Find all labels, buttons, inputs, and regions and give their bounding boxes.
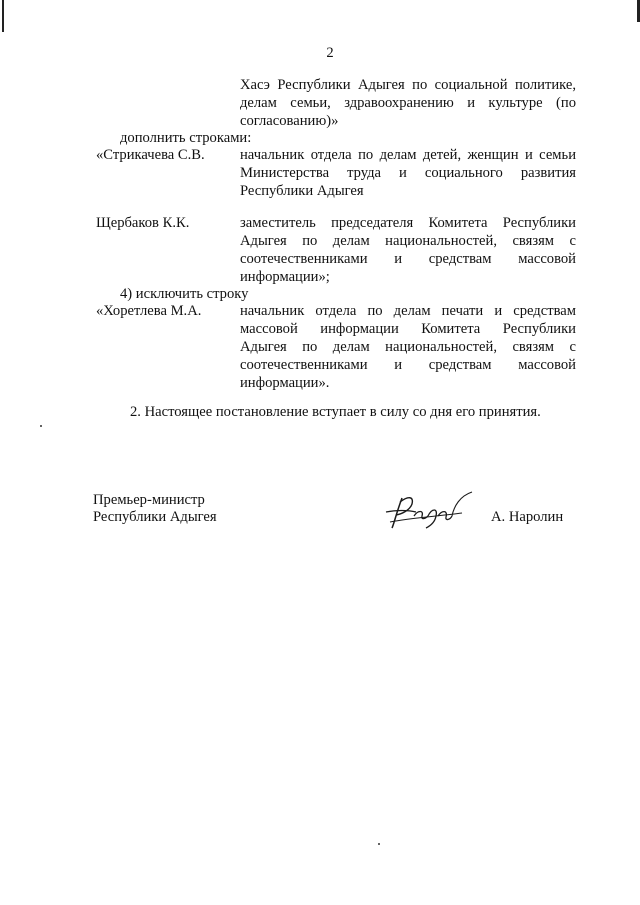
person-position-line: информации»; bbox=[240, 269, 330, 285]
person-position-line: массовой информации Комитета Республики bbox=[240, 321, 576, 337]
scan-speck bbox=[378, 843, 380, 845]
person-position-line: Республики Адыгея bbox=[240, 183, 364, 199]
person-position-line: Министерства труда и социального развития bbox=[240, 165, 576, 181]
person-position-line: информации». bbox=[240, 375, 330, 391]
intro-line: согласованию)» bbox=[240, 113, 339, 129]
signatory-name: А. Наролин bbox=[491, 509, 564, 525]
person-position-line: соотечественниками и средствам массовой bbox=[240, 357, 576, 373]
page-number: 2 bbox=[326, 45, 334, 61]
paragraph-effective-date: 2. Настоящее постановление вступает в силу со дня его принятия. bbox=[130, 404, 541, 420]
person-position-line: начальник отдела по делам детей, женщин и семьи bbox=[240, 147, 576, 163]
signatory-title: Премьер-министр bbox=[93, 492, 205, 508]
person-position-line: Адыгея по делам национальностей, связям с bbox=[240, 339, 576, 355]
add-lines-label: дополнить строками: bbox=[120, 130, 252, 146]
signatory-title: Республики Адыгея bbox=[93, 509, 217, 525]
scan-speck bbox=[40, 425, 42, 427]
person-name: Щербаков К.К. bbox=[96, 215, 190, 231]
intro-line: Хасэ Республики Адыгея по социальной политике, bbox=[240, 77, 576, 93]
scan-edge-mark bbox=[2, 0, 4, 32]
handwritten-signature bbox=[380, 486, 480, 534]
exclude-label: 4) исключить строку bbox=[120, 286, 249, 302]
person-position-line: Адыгея по делам национальностей, связям с bbox=[240, 233, 576, 249]
person-position-line: заместитель председателя Комитета Республики bbox=[240, 215, 576, 231]
person-position-line: начальник отдела по делам печати и средствам bbox=[240, 303, 576, 319]
person-position-line: соотечественниками и средствам массовой bbox=[240, 251, 576, 267]
person-name: «Стрикачева С.В. bbox=[96, 147, 205, 163]
person-name: «Хоретлева М.А. bbox=[96, 303, 202, 319]
intro-line: делам семьи, здравоохранению и культуре (по bbox=[240, 95, 576, 111]
